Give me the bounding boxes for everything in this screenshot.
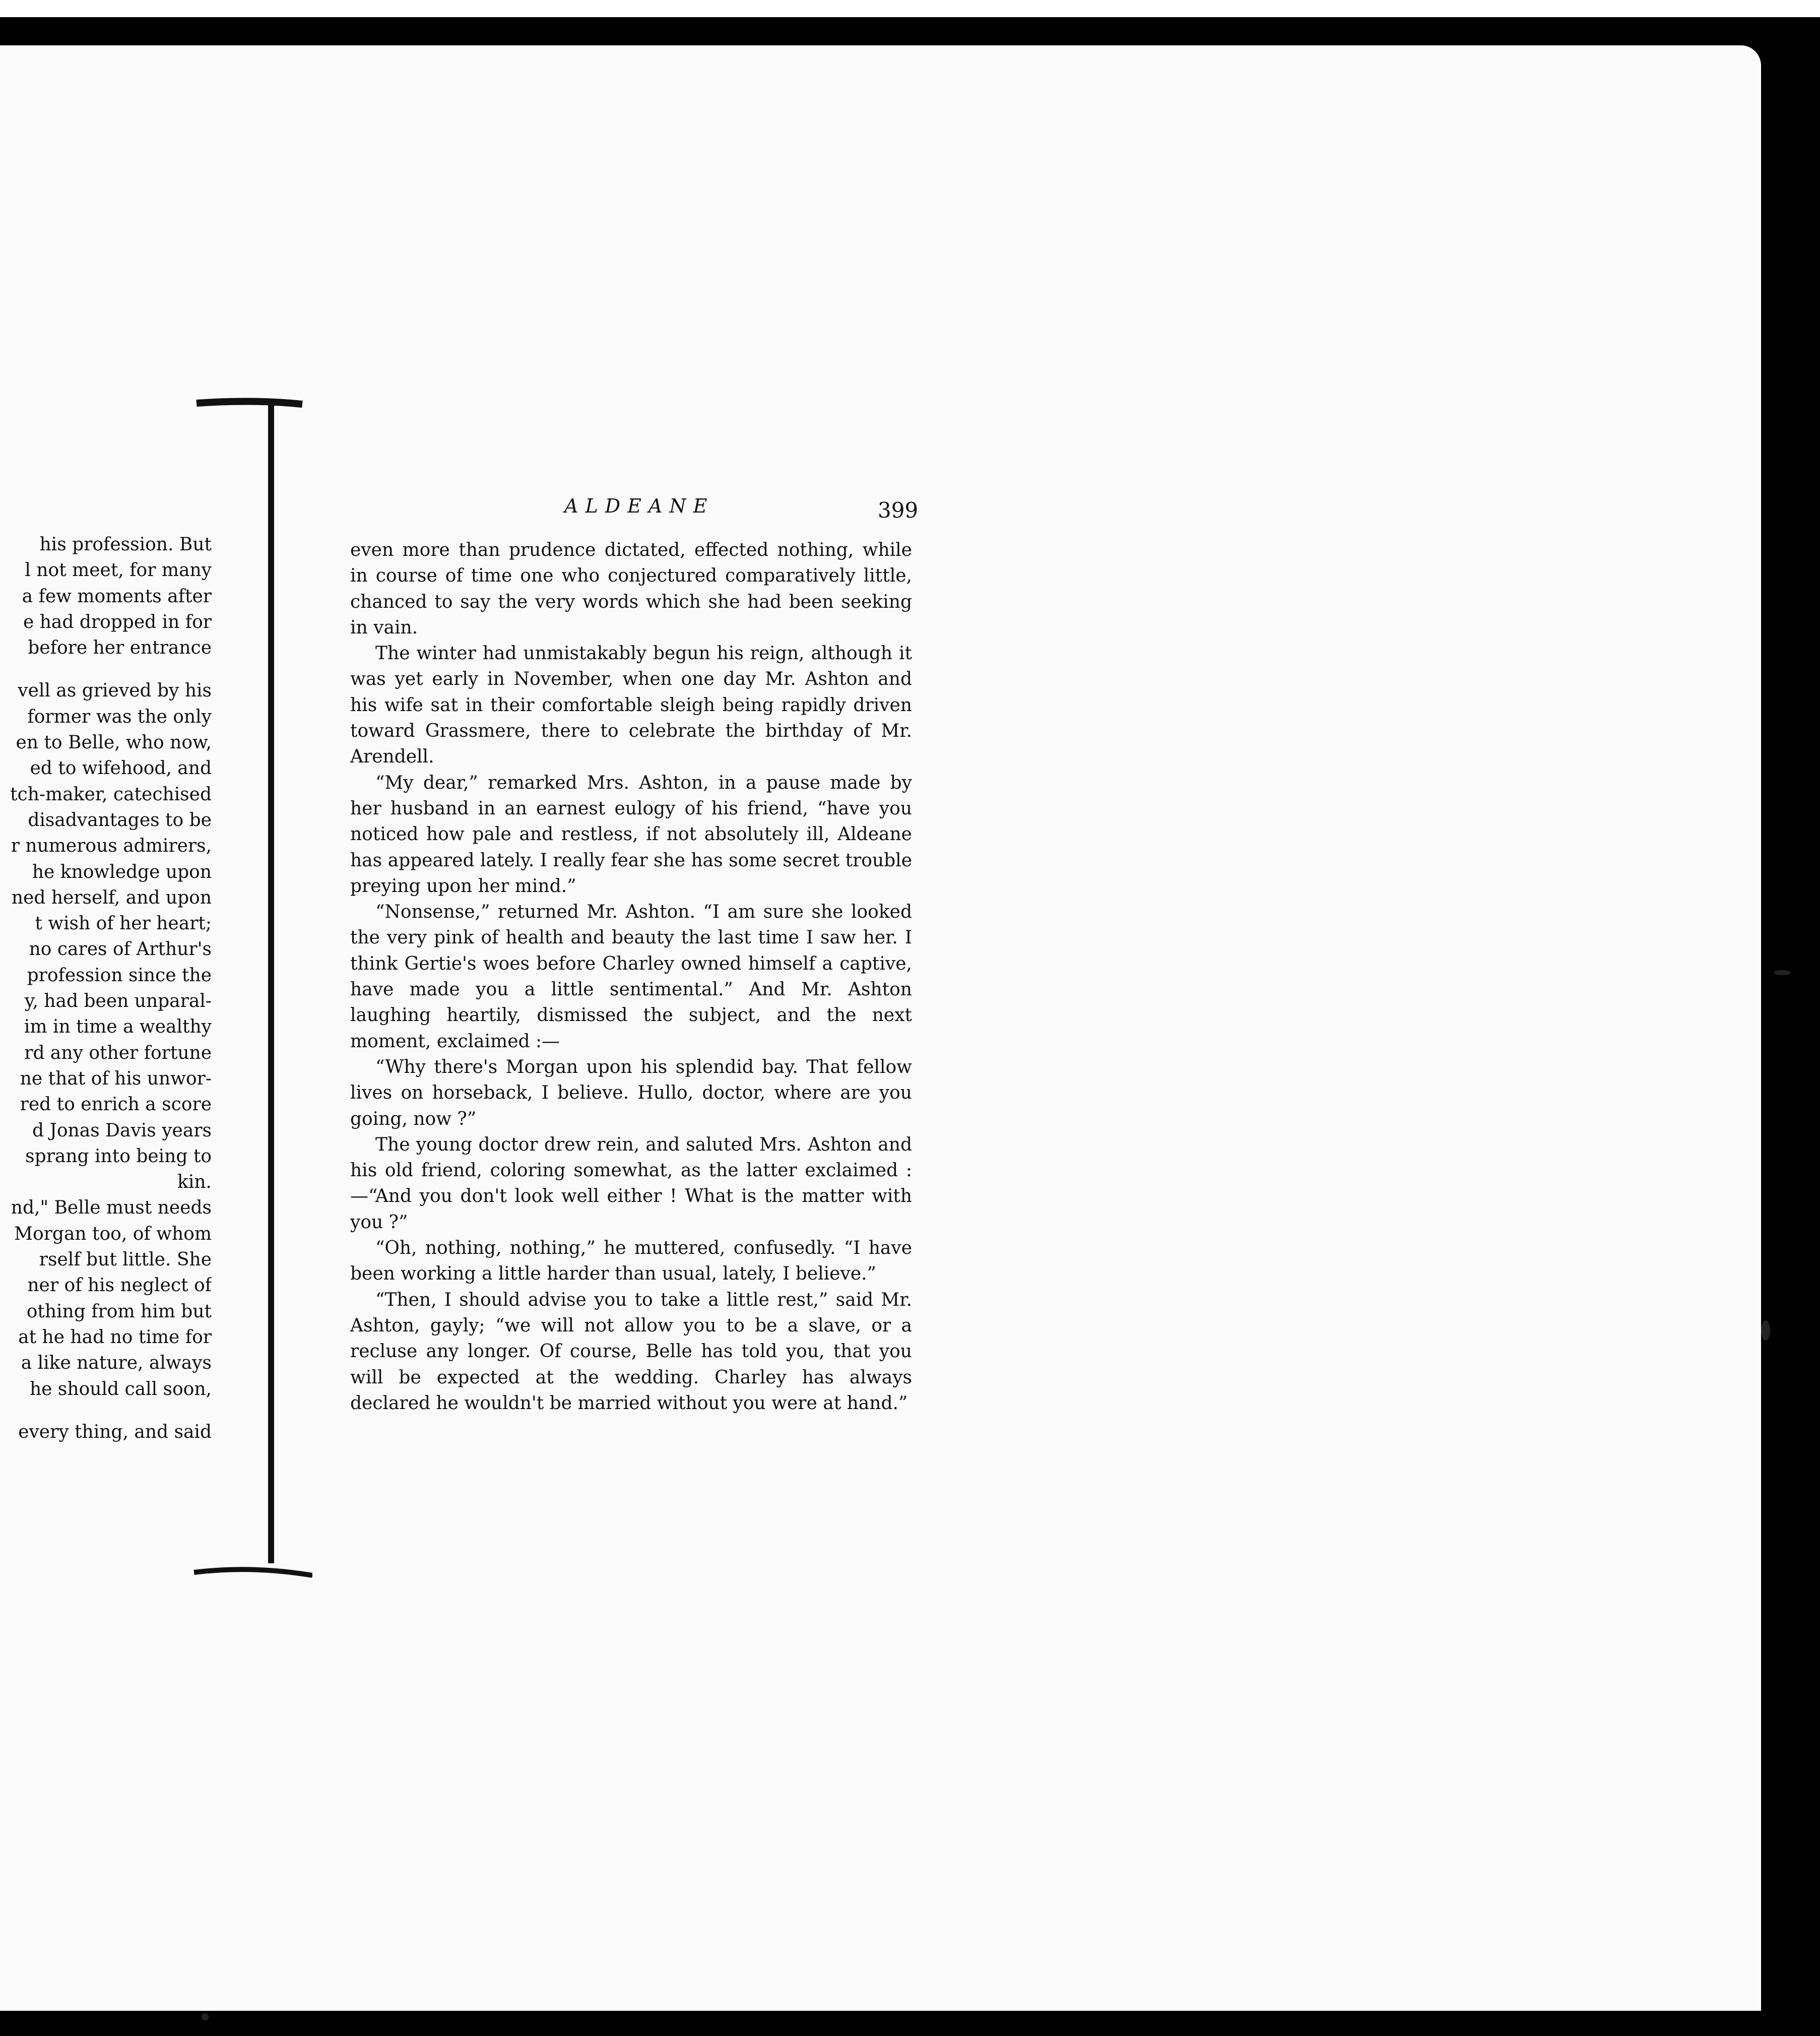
facing-page-line: l not meet, for many xyxy=(25,560,212,581)
facing-page-line: a like nature, always xyxy=(21,1353,212,1374)
facing-page-line: ed to wifehood, and xyxy=(30,758,212,779)
facing-page-line: ner of his neglect of xyxy=(27,1275,212,1296)
facing-page-line: he knowledge upon xyxy=(32,861,212,882)
paragraph: “Then, I should advise you to take a little rest,” said Mr. Ashton, gayly; “we will not allow you to be a slave, or a recluse any longer. Of course, Belle has told you, that you will be expected at the wedding. Charley has always declared he wouldn't be married without you were at hand.” xyxy=(350,1289,912,1414)
facing-page-line: rd any other fortune xyxy=(24,1042,212,1063)
facing-page-line: a few moments after xyxy=(22,586,212,607)
facing-page-line: at he had no time for xyxy=(18,1326,212,1348)
facing-page-line: his profession. But xyxy=(39,534,212,555)
facing-page-line: vell as grieved by his xyxy=(18,680,212,702)
top-margin-strip xyxy=(0,0,1820,17)
paragraph: “Oh, nothing, nothing,” he muttered, confusedly. “I have been working a little harder than usual, lately, I believe.” xyxy=(350,1238,912,1285)
paragraph: “My dear,” remarked Mrs. Ashton, in a pause made by her husband in an earnest eulogy of his friend, “have you noticed how pale and restless, if not absolutely ill, Aldeane has appeared lately. I really fear she has some secret trouble preying upon her mind.” xyxy=(350,772,912,897)
facing-page-line: no cares of Arthur's xyxy=(29,939,212,960)
page-bracket xyxy=(191,393,312,1582)
paragraph: “Why there's Morgan upon his splendid bay. That fellow lives on horseback, I believe. Hullo, doctor, where are you going, now ?” xyxy=(350,1056,912,1129)
facing-page-line xyxy=(0,661,212,678)
facing-page-line: he should call soon, xyxy=(29,1378,212,1399)
facing-page-line: before her entrance xyxy=(28,638,212,659)
paragraph: The winter had unmistakably begun his reign, although it was yet early in November, when one day Mr. Ashton and his wife sat in their comfortable sleigh being rapidly driven toward Grassmere, there to celebrate the birthday of Mr. Arendell. xyxy=(350,643,912,768)
facing-page-line: red to enrich a score xyxy=(20,1094,212,1115)
facing-page-line xyxy=(0,1402,212,1419)
facing-page-line: rself but little. She xyxy=(39,1249,212,1270)
paragraph: “Nonsense,” returned Mr. Ashton. “I am sure she looked the very pink of health and beauty the last time I saw her. I think Gertie's woes before Charley owned himself a captive, have made you a little sentimental.” And Mr. Ashton laughing heartily, dismissed the subject, and the next moment, exclaimed :— xyxy=(350,902,912,1052)
running-head: ALDEANE xyxy=(564,495,714,517)
facing-page-line: d Jonas Davis years xyxy=(32,1120,212,1141)
facing-page-line: im in time a wealthy xyxy=(24,1016,212,1038)
facing-page-line: every thing, and said xyxy=(18,1421,212,1442)
facing-page-line: othing from him but xyxy=(26,1301,212,1322)
scan-speck xyxy=(1774,970,1791,975)
main-text-column xyxy=(350,537,912,1416)
facing-page-line: Morgan too, of whom xyxy=(14,1223,212,1244)
facing-page-line: en to Belle, who now, xyxy=(16,732,212,753)
facing-page-line: ned herself, and upon xyxy=(11,887,212,908)
paragraph: even more than prudence dictated, effected nothing, while in course of time one who conjectured comparatively little, chanced to say the very words which she had been seeking in vain. xyxy=(350,540,912,638)
facing-page-line: r numerous admirers, xyxy=(11,836,212,857)
paragraph: The young doctor drew rein, and saluted Mrs. Ashton and his old friend, coloring somewhat, as the latter exclaimed :—“And you don't look well either ! What is the matter with you ?” xyxy=(350,1134,912,1233)
facing-page-line: tch-maker, catechised xyxy=(10,784,212,805)
facing-page-line: ne that of his unwor- xyxy=(20,1068,212,1089)
facing-page-line: y, had been unparal- xyxy=(24,991,212,1012)
facing-page-line: e had dropped in for xyxy=(23,611,212,632)
facing-page-line: disadvantages to be xyxy=(28,809,212,831)
scan-speck xyxy=(202,2013,209,2020)
facing-page-line: nd," Belle must needs xyxy=(11,1197,212,1219)
facing-page-line: kin. xyxy=(177,1172,212,1193)
page-number: 399 xyxy=(878,498,919,523)
facing-page-line: profession since the xyxy=(27,965,212,986)
facing-page-line: sprang into being to xyxy=(25,1146,212,1167)
facing-page-text xyxy=(0,532,212,1445)
facing-page-line: t wish of her heart; xyxy=(35,913,212,934)
scan-speck xyxy=(1761,1320,1770,1341)
facing-page-line: former was the only xyxy=(27,706,212,727)
